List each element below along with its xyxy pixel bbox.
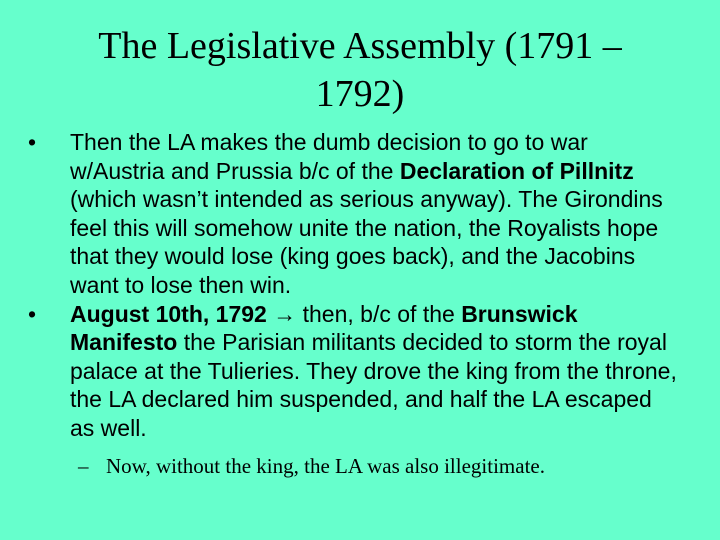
bullet-text-segment: the Parisian militants decided to storm the royal palace at the Tulieries. They drove the king from the throne, the LA declared him suspended, and half the LA escaped as well.: [70, 329, 677, 441]
bullet-mark: •: [28, 129, 37, 155]
bullet-mark: •: [28, 300, 37, 327]
bullet-item-war-decision: [28, 128, 678, 300]
bullet-text: [70, 300, 678, 443]
sub-bullet-item: [28, 453, 678, 479]
bullet-text-segment: (which wasn’t intended as serious anyway). The Girondins feel this will somehow unite the nation, the Royalists hope that they would lose (king goes back), and the Jacobins want to lose then win.: [70, 186, 663, 298]
right-arrow-icon: →: [273, 300, 297, 327]
bullet-text-segment: Then the LA makes the dumb decision to go to war w/Austria and Prussia b/c of the: [70, 129, 588, 184]
slide-title: [60, 22, 660, 118]
bold-term-declaration-of-pillnitz: Declaration of Pillnitz: [399, 157, 634, 184]
slide-title-line-2: 1792): [315, 73, 405, 115]
bold-term-brunswick-manifesto: Brunswick Manifesto: [70, 300, 578, 356]
bullet-item-august-10th: [28, 300, 678, 443]
sub-bullet-text: Now, without the king, the LA was also illegitimate.: [106, 453, 545, 478]
bullet-text-segment: then, b/c of the: [296, 300, 462, 327]
bold-term-august-10th-1792: August 10th, 1792: [70, 300, 267, 327]
slide-body: [28, 128, 678, 500]
sub-bullet-mark: –: [78, 453, 89, 478]
bullet-text: [70, 128, 678, 300]
slide-title-line-1: The Legislative Assembly (1791 –: [98, 25, 622, 67]
